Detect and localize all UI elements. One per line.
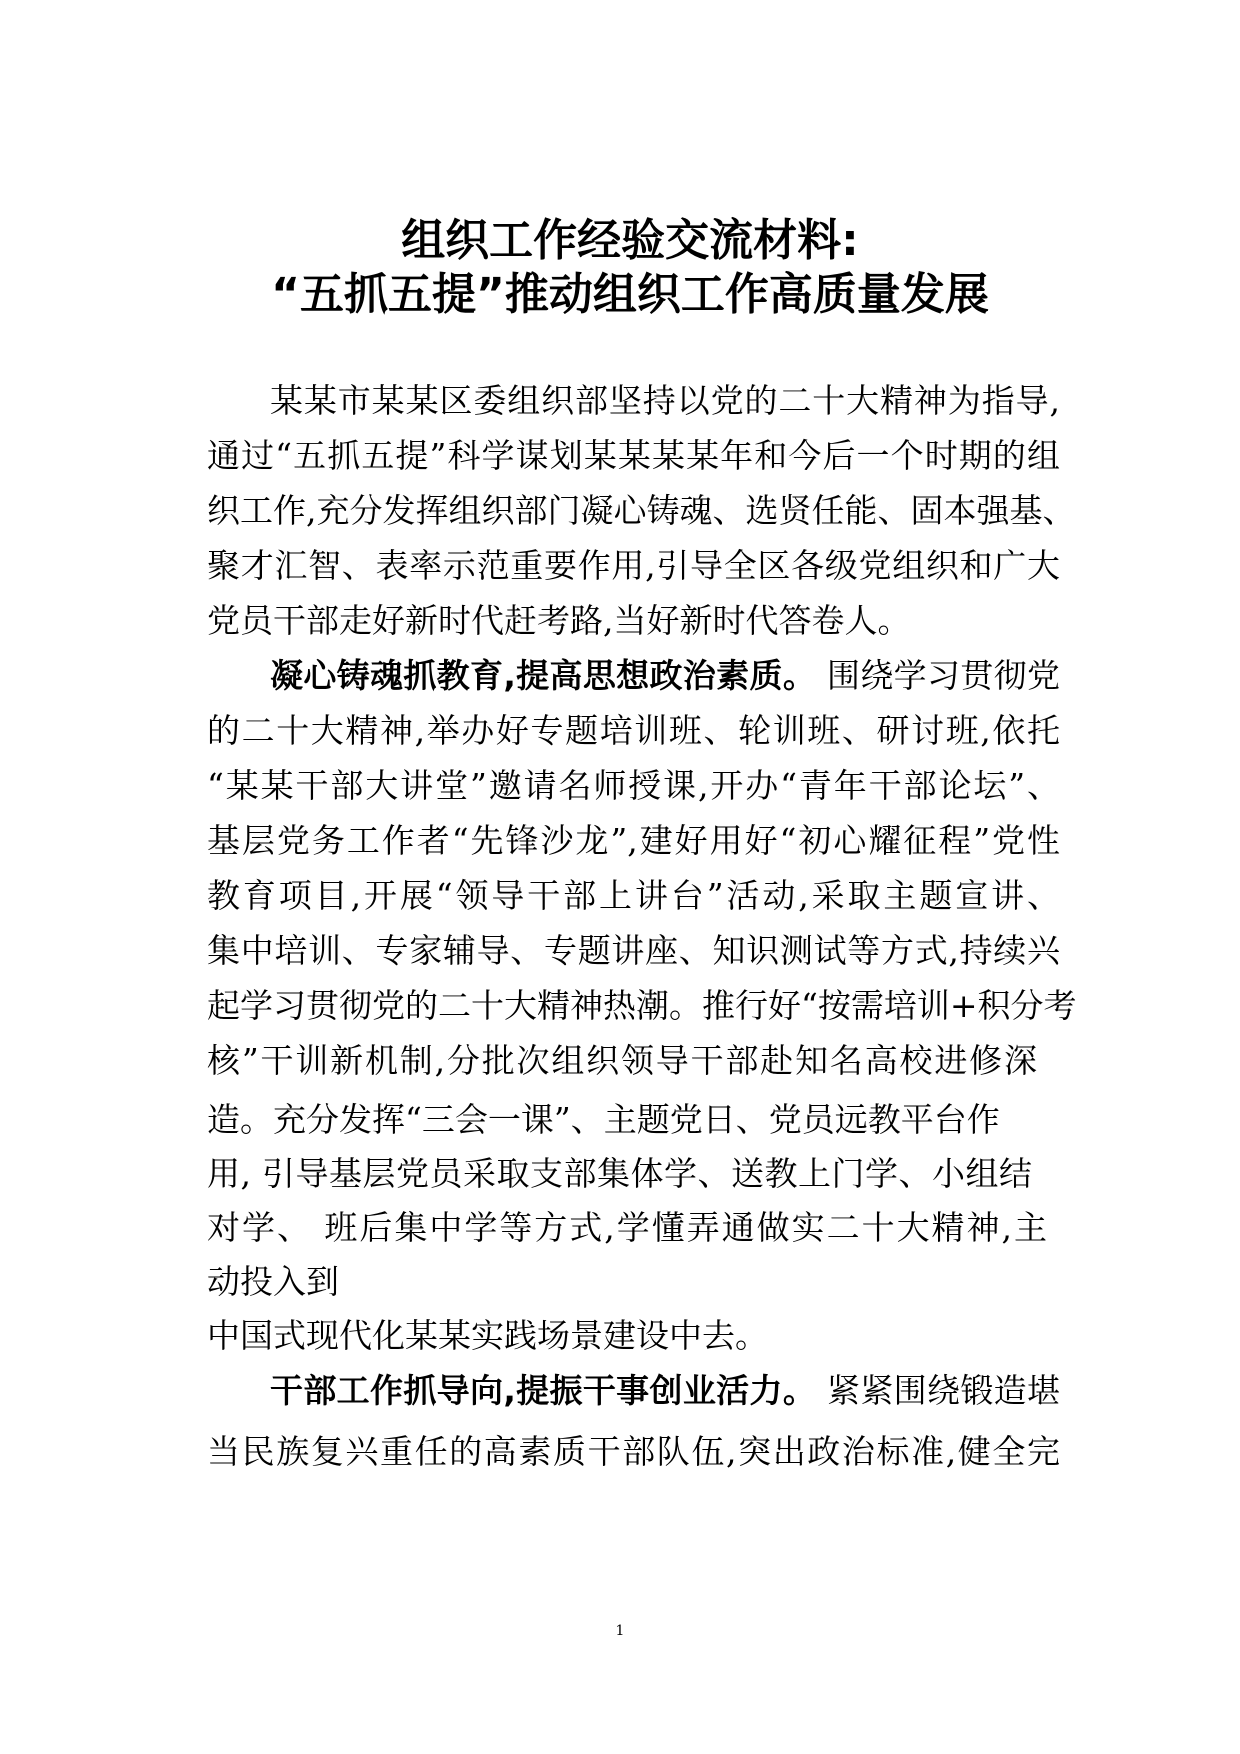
section-2-first-line-text: 紧紧围绕锻造堪 <box>827 1371 1060 1410</box>
section-1-line: 起学习贯彻党的二十大精神热潮。推行好“按需培训+积分考 <box>207 986 1077 1025</box>
section-2-first-line <box>270 1371 1060 1411</box>
section-2-lead: 干部工作抓导向,提振干事创业活力。 <box>270 1371 817 1410</box>
section-1-line: 教育项目,开展“领导干部上讲台”活动,采取主题宣讲、 <box>207 876 1060 915</box>
intro-line: 通过“五抓五提”科学谋划某某某某年和今后一个时期的组 <box>207 436 1060 475</box>
intro-line: 织工作,充分发挥组织部门凝心铸魂、选贤任能、固本强基、 <box>207 491 1076 530</box>
section-1-line: 的二十大精神,举办好专题培训班、轮训班、研讨班,依托 <box>207 711 1060 750</box>
section-1-line: 核”干训新机制,分批次组织领导干部赴知名高校进修深 <box>207 1041 1037 1080</box>
section-1-first-line-text: 围绕学习贯彻党 <box>827 656 1060 695</box>
section-1-line: 集中培训、专家辅导、专题讲座、知识测试等方式,持续兴 <box>207 931 1060 970</box>
document-title-line-1: 组织工作经验交流材料: <box>401 215 859 266</box>
document-title-line-2: “五抓五提”推动组织工作高质量发展 <box>271 269 989 320</box>
page-number: 1 <box>615 1623 625 1639</box>
section-1-lead: 凝心铸魂抓教育,提高思想政治素质。 <box>270 656 817 695</box>
section-1-line: “某某干部大讲堂”邀请名师授课,开办“青年干部论坛”、 <box>207 766 1060 805</box>
section-1-line: 造。充分发挥“三会一课”、主题党日、党员远教平台作 <box>207 1100 1000 1139</box>
section-1-line: 对学、 班后集中学等方式,学懂弄通做实二十大精神,主 <box>207 1208 1047 1247</box>
section-1-line: 动投入到 <box>207 1262 339 1301</box>
intro-line: 党员干部走好新时代赶考路,当好新时代答卷人。 <box>207 601 911 640</box>
section-1-line: 中国式现代化某某实践场景建设中去。 <box>207 1316 768 1355</box>
section-1-line: 用, 引导基层党员采取支部集体学、送教上门学、小组结 <box>207 1154 1032 1193</box>
section-1-first-line <box>270 656 1060 696</box>
section-1-line: 基层党务工作者“先锋沙龙”,建好用好“初心耀征程”党性 <box>207 821 1060 860</box>
section-2-line: 当民族复兴重任的高素质干部队伍,突出政治标准,健全完 <box>207 1432 1060 1471</box>
intro-line: 某某市某某区委组织部坚持以党的二十大精神为指导, <box>270 381 1060 420</box>
intro-line: 聚才汇智、表率示范重要作用,引导全区各级党组织和广大 <box>207 546 1060 585</box>
